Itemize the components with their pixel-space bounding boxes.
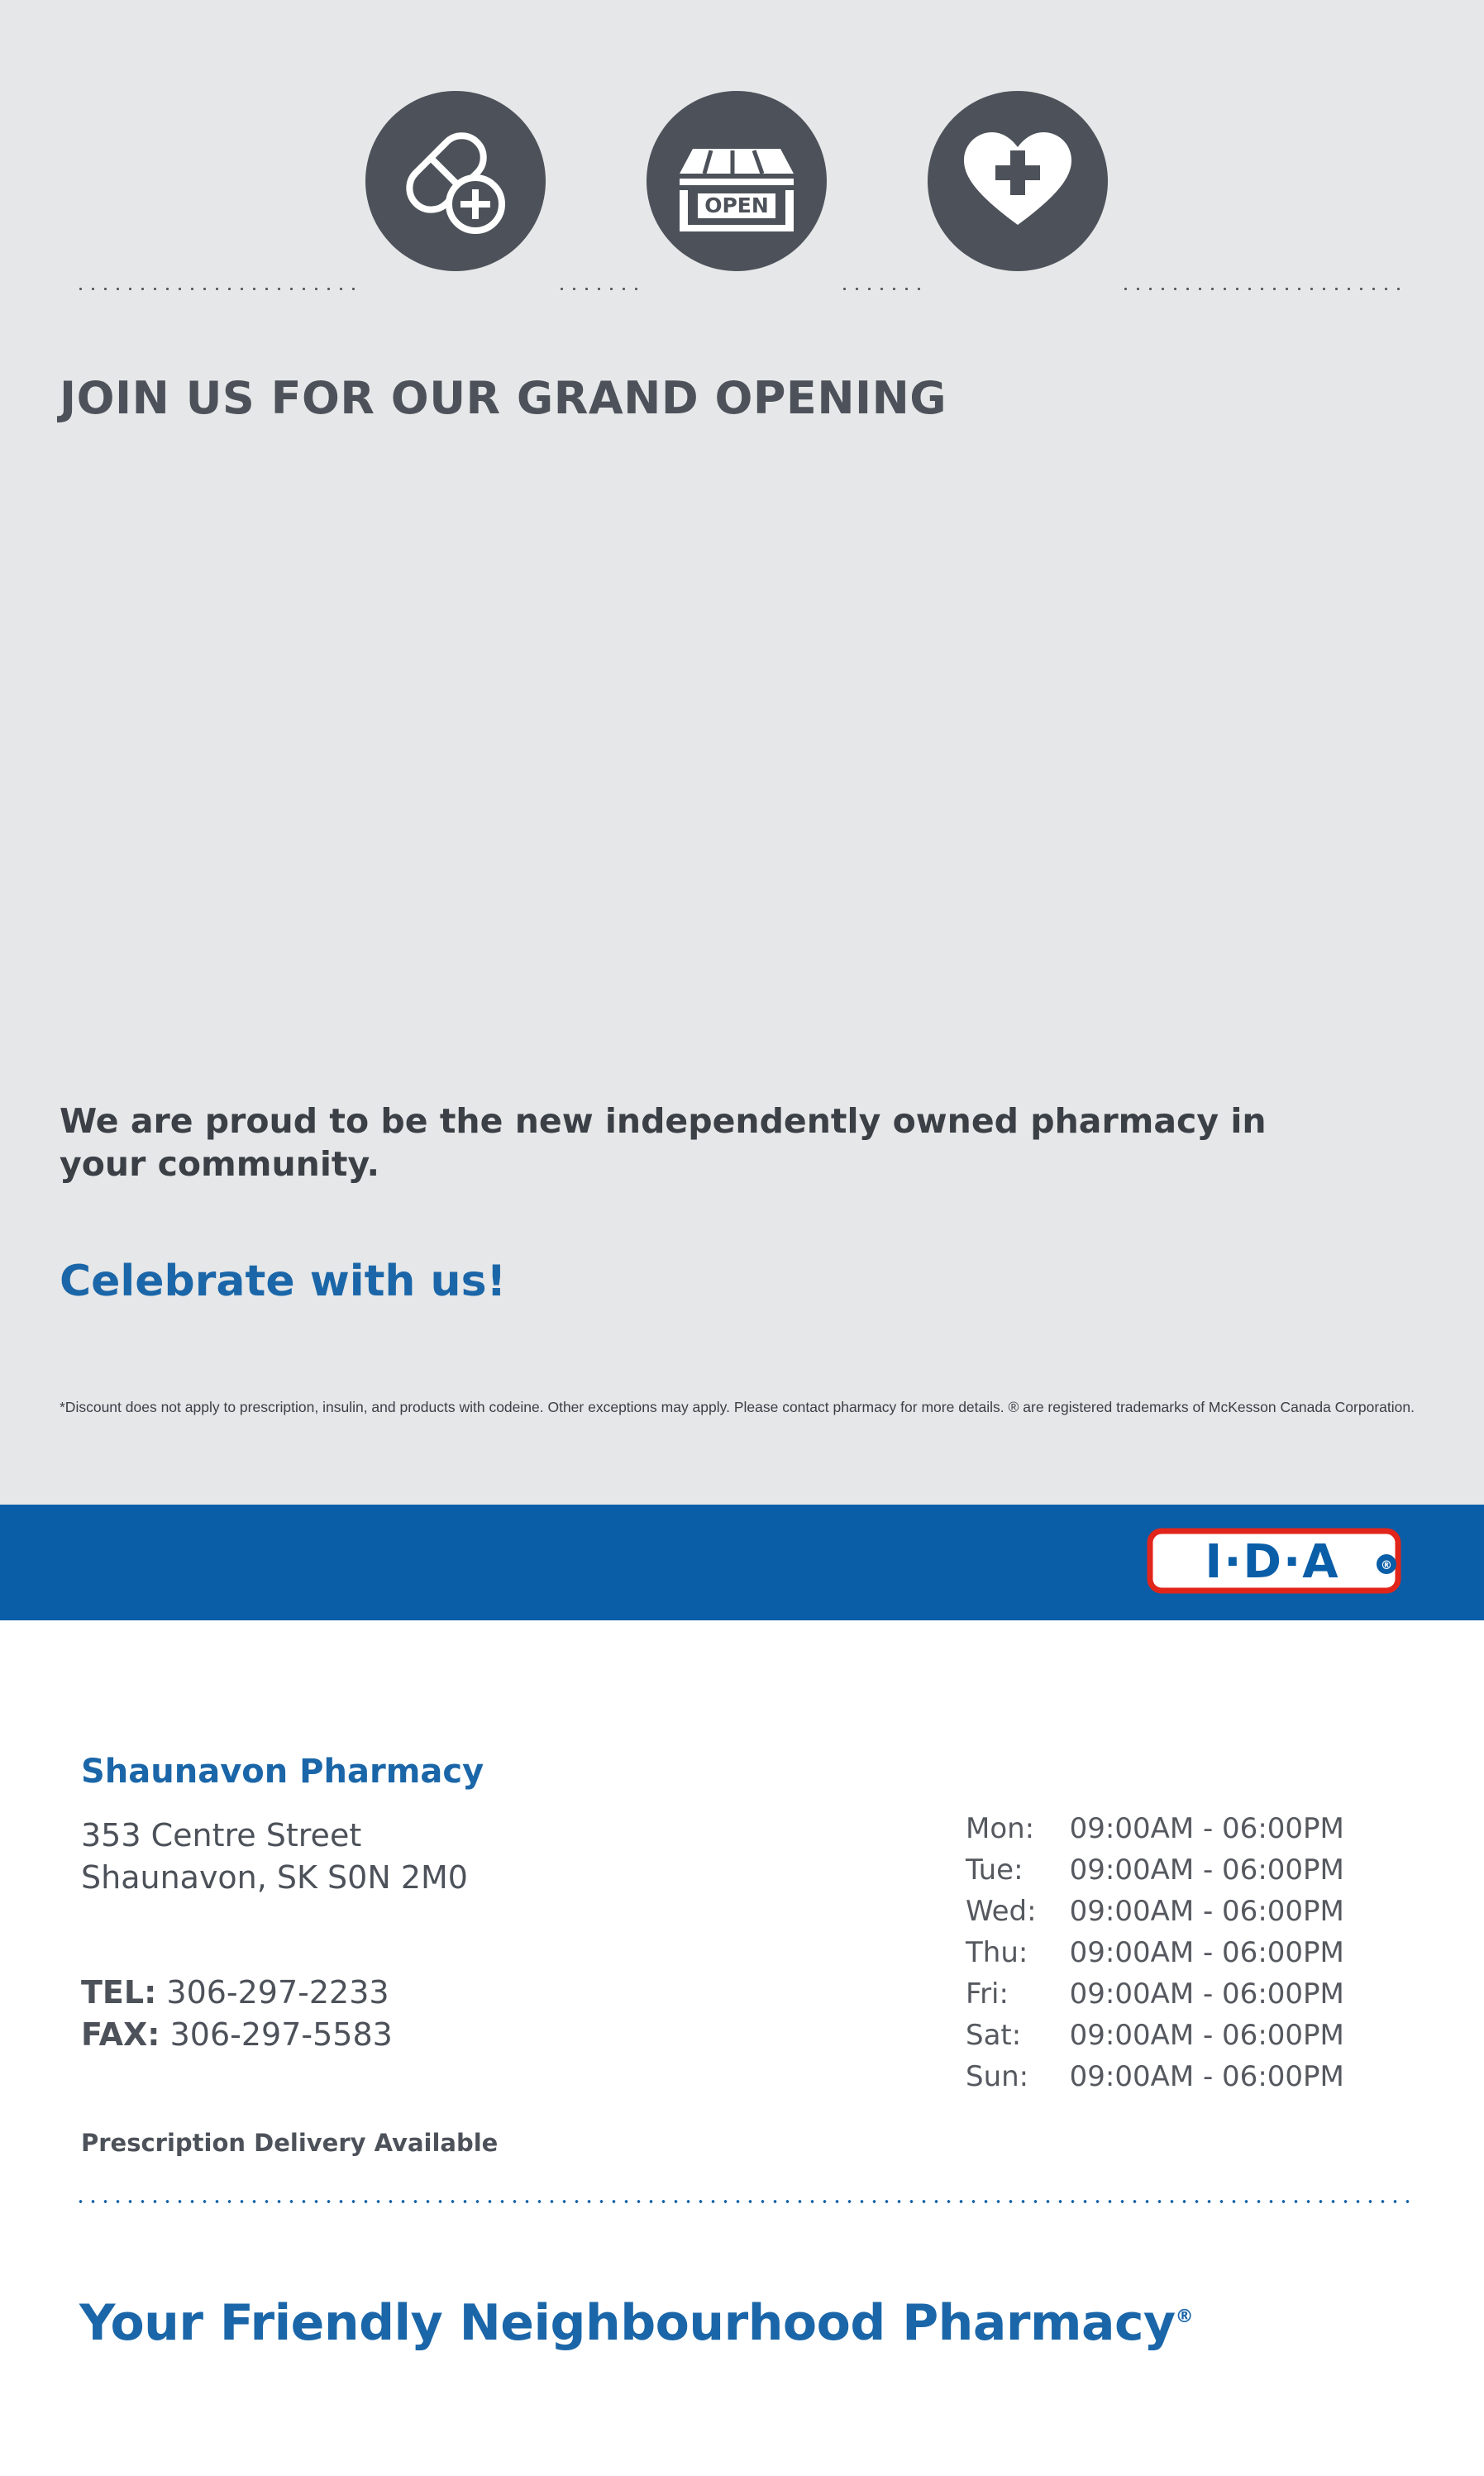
- fax-row: [81, 2014, 393, 2056]
- subheadline: We are proud to be the new independently owned pharmacy in your community.: [60, 1101, 1267, 1185]
- store-address: [81, 1815, 468, 1898]
- dotted-line-mid-1: [556, 287, 647, 291]
- store-contact: [81, 1972, 393, 2055]
- hours-day: Thu:: [966, 1936, 1028, 1969]
- telephone-row: [81, 1972, 393, 2014]
- address-line-2: Shaunavon, SK S0N 2M0: [81, 1858, 468, 1896]
- footer-tagline: [79, 2294, 1193, 2352]
- heart-plus-icon: [928, 91, 1108, 271]
- hours-day: Sat:: [966, 2019, 1022, 2052]
- disclaimer-text: *Discount does not apply to prescription, insulin, and products with codeine. Other exceptions may apply. Please contact pharmacy for more details. ® are registered trademarks of McKesson Canada Corporation.: [60, 1399, 1415, 1415]
- hours-time: 09:00AM - 06:00PM: [1069, 1895, 1344, 1928]
- hours-row: [966, 1977, 1344, 2019]
- celebrate-text: Celebrate with us!: [60, 1257, 507, 1306]
- hours-time: 09:00AM - 06:00PM: [1069, 1936, 1344, 1969]
- pills-plus-icon: [365, 91, 546, 271]
- hours-time: 09:00AM - 06:00PM: [1069, 2019, 1344, 2052]
- hours-time: 09:00AM - 06:00PM: [1069, 2060, 1344, 2093]
- hours-row: [966, 2019, 1344, 2060]
- fax-value: 306-297-5583: [169, 2016, 393, 2053]
- hours-row: [966, 1936, 1344, 1977]
- hours-row: [966, 2060, 1344, 2101]
- delivery-note: Prescription Delivery Available: [81, 2129, 499, 2157]
- registered-mark: ®: [1175, 2307, 1194, 2327]
- hours-time: 09:00AM - 06:00PM: [1069, 1812, 1344, 1845]
- hours-day: Tue:: [966, 1853, 1024, 1887]
- dotted-line-right: [1119, 287, 1409, 291]
- tagline-text: Your Friendly Neighbourhood Pharmacy: [79, 2294, 1176, 2352]
- hours-day: Sun:: [966, 2060, 1029, 2093]
- hours-row: [966, 1812, 1344, 1853]
- hours-row: [966, 1853, 1344, 1895]
- hours-time: 09:00AM - 06:00PM: [1069, 1853, 1344, 1887]
- hours-day: Wed:: [966, 1895, 1037, 1928]
- svg-text:I·D·A: I·D·A: [1205, 1535, 1340, 1589]
- hours-time: 09:00AM - 06:00PM: [1069, 1977, 1344, 2011]
- dotted-divider: [74, 2199, 1412, 2204]
- svg-text:OPEN: OPEN: [704, 193, 769, 217]
- store-name: Shaunavon Pharmacy: [81, 1753, 484, 1791]
- icon-strip: [0, 91, 1484, 281]
- store-hours: [966, 1812, 1344, 2101]
- hours-day: Mon:: [966, 1812, 1035, 1845]
- dotted-line-mid-2: [838, 287, 929, 291]
- dotted-line-left: [74, 287, 364, 291]
- tel-value[interactable]: 306-297-2233: [166, 1974, 389, 2011]
- page-title: JOIN US FOR OUR GRAND OPENING: [60, 372, 947, 424]
- ida-logo: [1147, 1521, 1411, 1604]
- hours-day: Fri:: [966, 1977, 1009, 2011]
- fax-label: FAX:: [81, 2016, 160, 2053]
- storefront-open-icon: [647, 91, 827, 271]
- address-line-1: 353 Centre Street: [81, 1817, 362, 1853]
- hours-row: [966, 1895, 1344, 1936]
- tel-label: TEL:: [81, 1974, 157, 2011]
- svg-text:®: ®: [1381, 1559, 1392, 1572]
